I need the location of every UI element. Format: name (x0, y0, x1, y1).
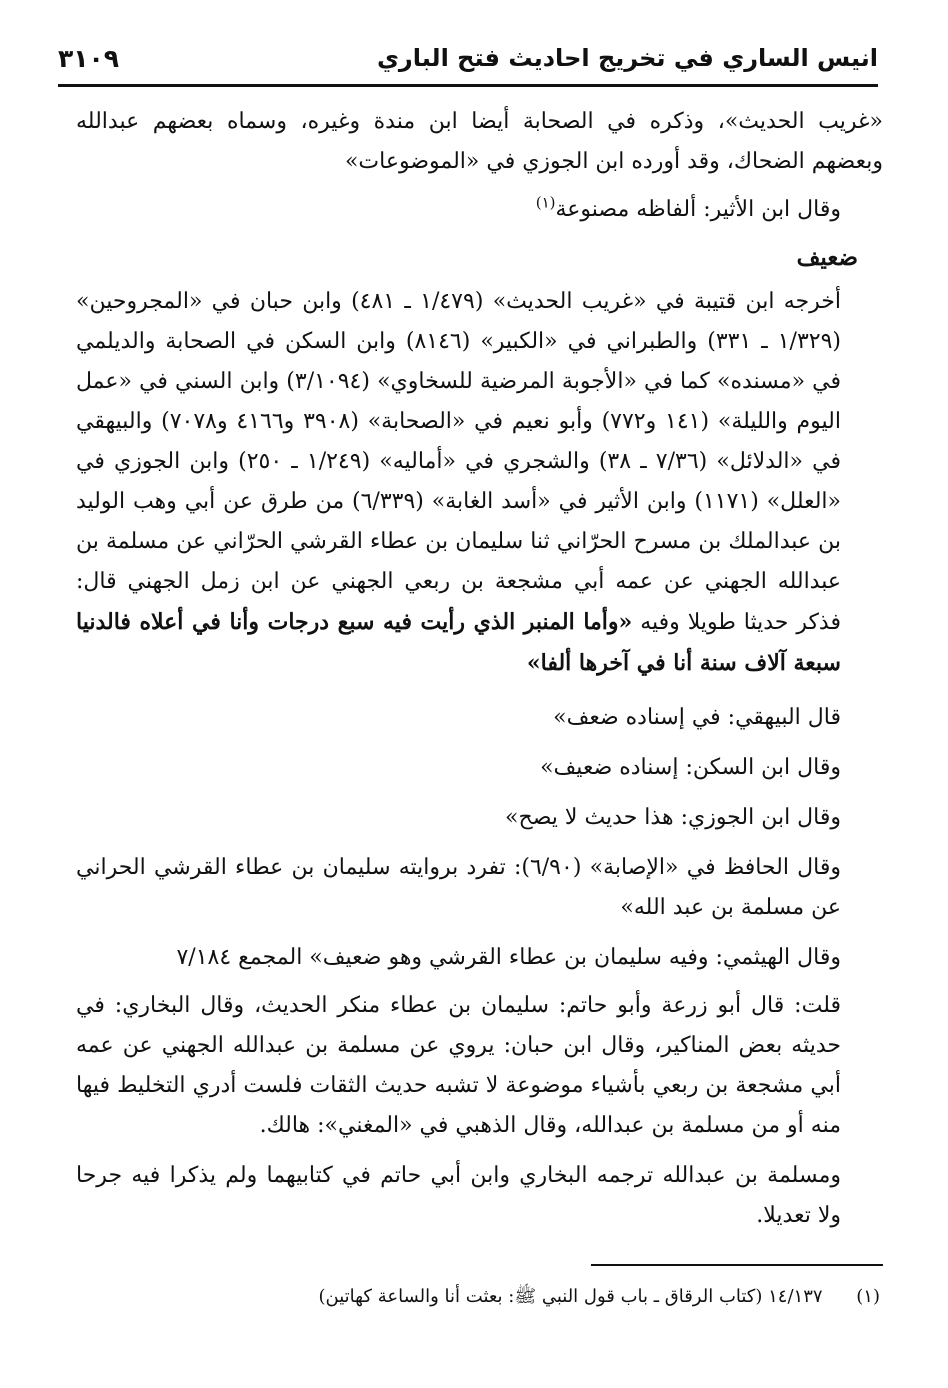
header-divider (58, 84, 878, 87)
page-body (76, 102, 883, 1236)
paragraph-1: «غريب الحديث»، وذكره في الصحابة أيضا ابن مندة وغيره، وسماه بعضهم عبدالله وبعضهم الضحاك، وقد أورده ابن الجوزي في «الموضوعات» (76, 109, 883, 174)
takhrij-text: أخرجه ابن قتيبة في «غريب الحديث» (١/٤٧٩ ـ ٤٨١) وابن حبان في «المجروحين» (١/٣٢٩ ـ ٣٣١) والطبراني في «الكبير» (٨١٤٦) وابن السكن في الصحابة والديلمي في «مسنده» كما في «الأجوبة المرضية للسخاوي» (٣/١٠٩٤) وابن السني في «عمل اليوم والليلة» (١٤١ و٧٧٢) وأبو نعيم في «الصحابة» (٣٩٠٨ و٤١٦٦ و٧٠٧٨) والبيهقي في «الدلائل» (٧/٣٦ ـ ٣٨) والشجري في «أماليه» (١/٢٤٩ ـ ٢٥٠) وابن الجوزي في «العلل» (١١٧١) وابن الأثير في «أسد الغابة» (٦/٣٣٩) من طرق عن أبي وهب الوليد بن عبدالملك بن مسرح الحرّاني ثنا سليمان بن عطاء القرشي الحرّاني عن مسلمة بن عبدالله الجهني عن عمه أبي مشجعة بن ربعي الجهني عن ابن زمل الجهني قال: فذكر حديثا طويلا وفيه (76, 289, 842, 635)
quote-bayhaqi: قال البيهقي: في إسناده ضعف» (553, 705, 841, 730)
page-header (58, 38, 878, 78)
footnote-text: ١٤/١٣٧ (كتاب الرقاق ـ باب قول النبي ﷺ: بعثت أنا والساعة كهاتين) (318, 1286, 823, 1307)
hadith-excerpt: «وأما المنبر الذي رأيت فيه سبع درجات وأنا في أعلاه فالدنيا سبعة آلاف سنة أنا في آخرها ألفا» (76, 609, 841, 676)
footnote-divider (591, 1264, 883, 1266)
footnote-reference: (١) (535, 193, 556, 212)
footnote-number: (١) (856, 1286, 880, 1307)
footnote (76, 1283, 880, 1311)
quote-ibn-sakan: وقال ابن السكن: إسناده ضعيف» (540, 755, 841, 780)
page-number: ٣١٠٩ (58, 43, 120, 73)
quote-hafiz: وقال الحافظ في «الإصابة» (٦/٩٠): تفرد بروايته سليمان بن عطاء القرشي الحراني عن مسلمة بن عبد الله» (76, 855, 841, 920)
quote-ibn-jawzi: وقال ابن الجوزي: هذا حديث لا يصح» (505, 805, 841, 830)
paragraph-ibn-athir (76, 190, 883, 230)
takhrij-paragraph (76, 282, 883, 684)
quote-haythami: وقال الهيثمي: وفيه سليمان بن عطاء القرشي وهو ضعيف» المجمع ٧/١٨٤ (176, 945, 841, 970)
running-title: انيس الساري في تخريج احاديث فتح الباري (376, 44, 878, 72)
grade-heading: ضعيف (796, 244, 858, 271)
maslama-note: ومسلمة بن عبدالله ترجمه البخاري وابن أبي حاتم في كتابيهما ولم يذكرا فيه جرحا ولا تعديلا. (76, 1163, 841, 1228)
paragraph-ibn-athir-text: وقال ابن الأثير: ألفاظه مصنوعة (555, 197, 841, 222)
author-comment: قلت: قال أبو زرعة وأبو حاتم: سليمان بن عطاء منكر الحديث، وقال البخاري: في حديثه بعض المناكير، وقال ابن حبان: يروي عن مسلمة بن عبدالله الجهني عن عمه أبي مشجعة بن ربعي بأشياء موضوعة لا تشبه حديث الثقات فلست أدري التخليط فيها منه أو من مسلمة بن عبدالله، وقال الذهبي في «المغني»: هالك. (76, 993, 841, 1138)
